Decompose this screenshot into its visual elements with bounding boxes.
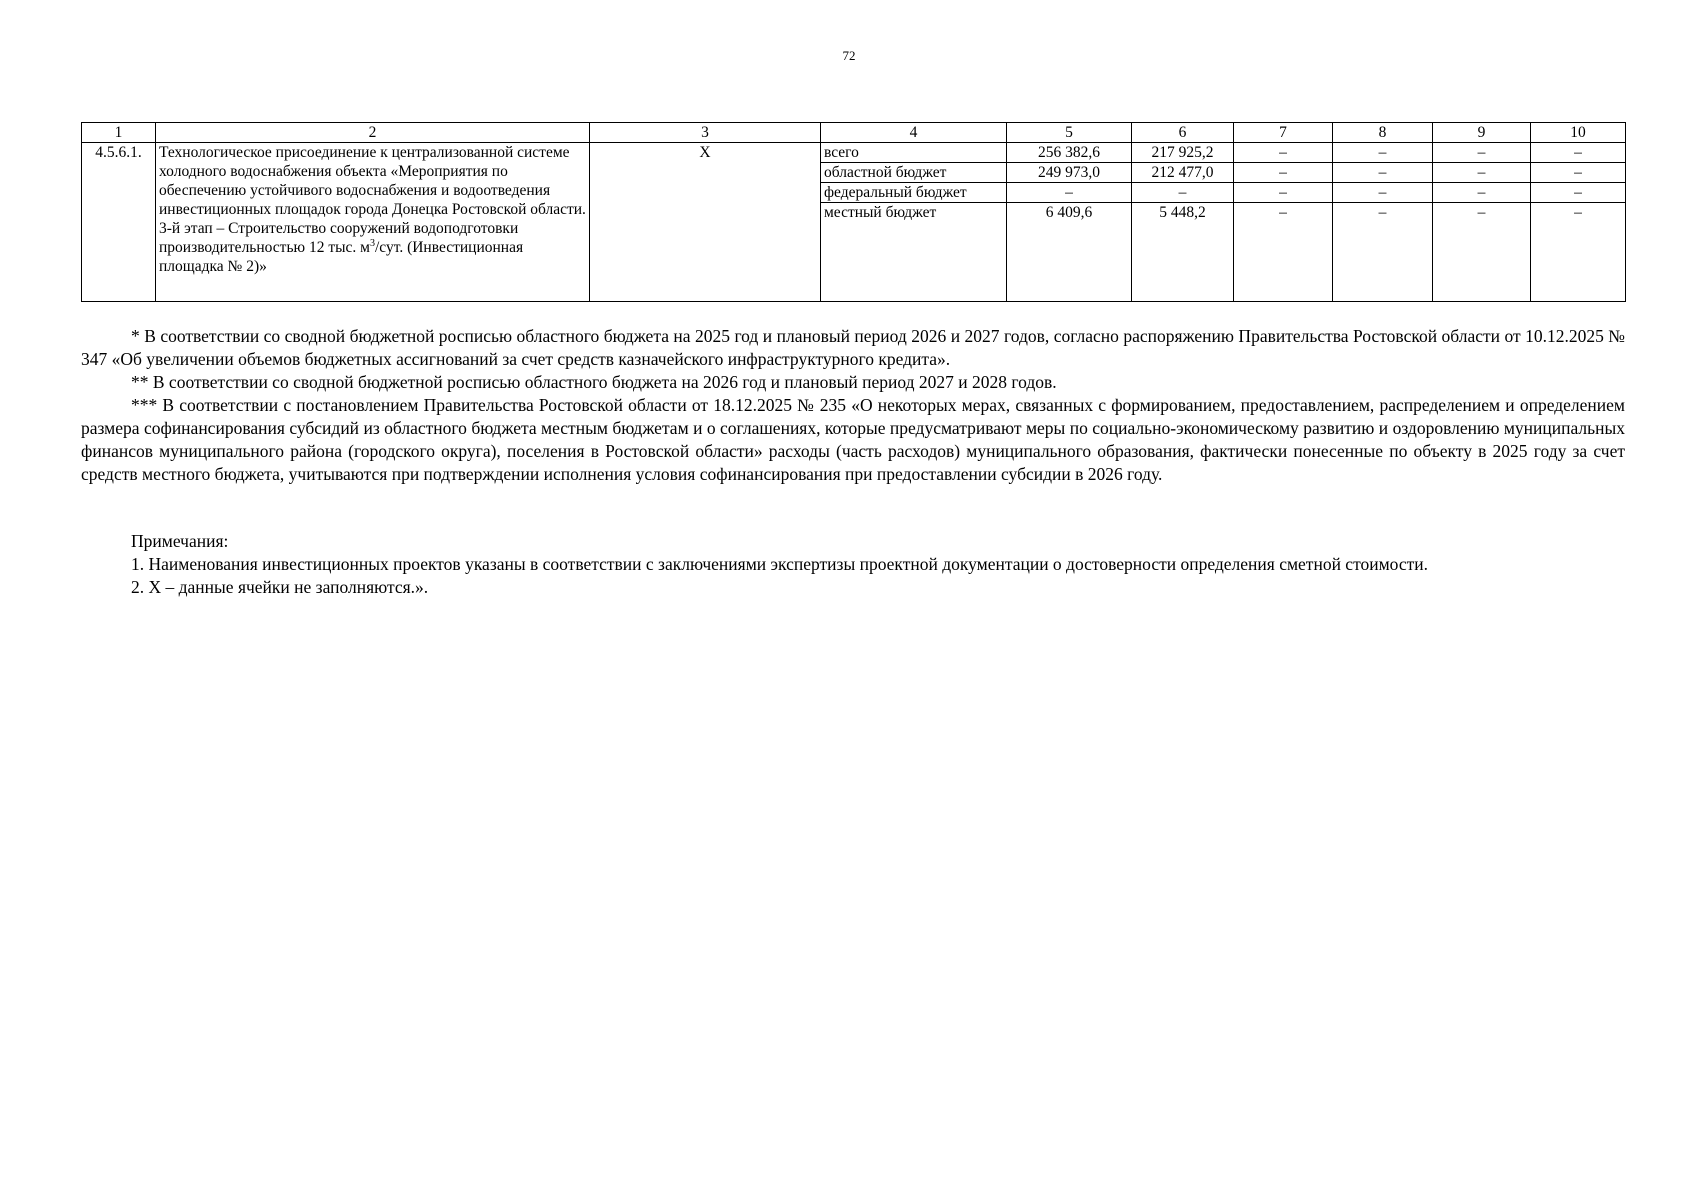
column-header: 7 — [1234, 123, 1333, 143]
source-label: областной бюджет — [821, 163, 1007, 183]
value-cell: – — [1531, 143, 1626, 163]
note-item: 2. Х – данные ячейки не заполняются.». — [131, 577, 429, 597]
value-cell: 6 409,6 — [1007, 203, 1132, 302]
value-cell: – — [1333, 163, 1433, 183]
value-cell: – — [1531, 203, 1626, 302]
value-cell: 5 448,2 — [1132, 203, 1234, 302]
value-cell: – — [1531, 183, 1626, 203]
value-cell: 212 477,0 — [1132, 163, 1234, 183]
footnote: ** В соответствии со сводной бюджетной росписью областного бюджета на 2026 год и плановый период 2027 и 2028 годов. — [131, 372, 1057, 392]
value-cell: 256 382,6 — [1007, 143, 1132, 163]
value-cell: – — [1433, 183, 1531, 203]
column-header: 5 — [1007, 123, 1132, 143]
footnotes — [81, 325, 1625, 486]
value-cell: – — [1007, 183, 1132, 203]
footnote: *** В соответствии с постановлением Правительства Ростовской области от 18.12.2025 № 235 «О некоторых мерах, связанных с формированием, предоставлением, распределением и определением размера софинансирования субсидий из областного бюджета местным бюджетам и о соглашениях, которые предусматривают меры по социально-экономическому развитию и оздоровлению муниципальных финансов муниципального района (городского округа), поселения в Ростовской области» расходы (часть расходов) муниципального образования, фактически понесенные по объекту в 2025 году за счет средств местного бюджета, учитываются при подтверждении исполнения условия софинансирования при предоставлении субсидии в 2026 году. — [81, 395, 1625, 484]
column-header: 1 — [82, 123, 156, 143]
table-header-row — [82, 123, 1626, 143]
notes-section — [81, 530, 1641, 599]
value-cell: – — [1333, 183, 1433, 203]
column-header: 3 — [590, 123, 821, 143]
value-cell: – — [1333, 143, 1433, 163]
budget-table — [81, 122, 1626, 302]
value-cell: – — [1234, 143, 1333, 163]
column-header: 10 — [1531, 123, 1626, 143]
source-label: местный бюджет — [821, 203, 1007, 302]
column-header: 9 — [1433, 123, 1531, 143]
value-cell: – — [1234, 183, 1333, 203]
note-item: 1. Наименования инвестиционных проектов указаны в соответствии с заключениями экспертизы проектной документации о достоверности определения сметной стоимости. — [131, 554, 1429, 574]
value-cell: – — [1531, 163, 1626, 183]
page-number: 72 — [842, 48, 856, 63]
value-cell: 249 973,0 — [1007, 163, 1132, 183]
source-label: всего — [821, 143, 1007, 163]
value-cell: 217 925,2 — [1132, 143, 1234, 163]
footnote: * В соответствии со сводной бюджетной росписью областного бюджета на 2025 год и плановый период 2026 и 2027 годов, согласно распоряжению Правительства Ростовской области от 10.12.2025 № 347 «Об увеличении объемов бюджетных ассигнований за счет средств казначейского инфраструктурного кредита». — [81, 326, 1625, 369]
notes-title: Примечания: — [131, 531, 229, 551]
column-header: 8 — [1333, 123, 1433, 143]
value-cell: – — [1433, 203, 1531, 302]
project-name: Технологическое присоединение к централизованной системе холодного водоснабжения объекта «Мероприятия по обеспечению устойчивого водоснабжения и водоотведения инвестиционных площадок города Донецка Ростовской области. 3-й этап – Строительство сооружений водоподготовки производительностью 12 тыс. $м^3$/сут. (Инвестиционная площадка № 2)» — [156, 143, 590, 302]
value-cell: – — [1132, 183, 1234, 203]
value-cell: – — [1433, 143, 1531, 163]
value-cell: – — [1333, 203, 1433, 302]
col3-marker: Х — [590, 143, 821, 302]
source-label: федеральный бюджет — [821, 183, 1007, 203]
value-cell: – — [1234, 163, 1333, 183]
row-number: 4.5.6.1. — [82, 143, 156, 302]
column-header: 4 — [821, 123, 1007, 143]
value-cell: – — [1433, 163, 1531, 183]
table-row — [82, 143, 1626, 163]
value-cell: – — [1234, 203, 1333, 302]
column-header: 2 — [156, 123, 590, 143]
column-header: 6 — [1132, 123, 1234, 143]
